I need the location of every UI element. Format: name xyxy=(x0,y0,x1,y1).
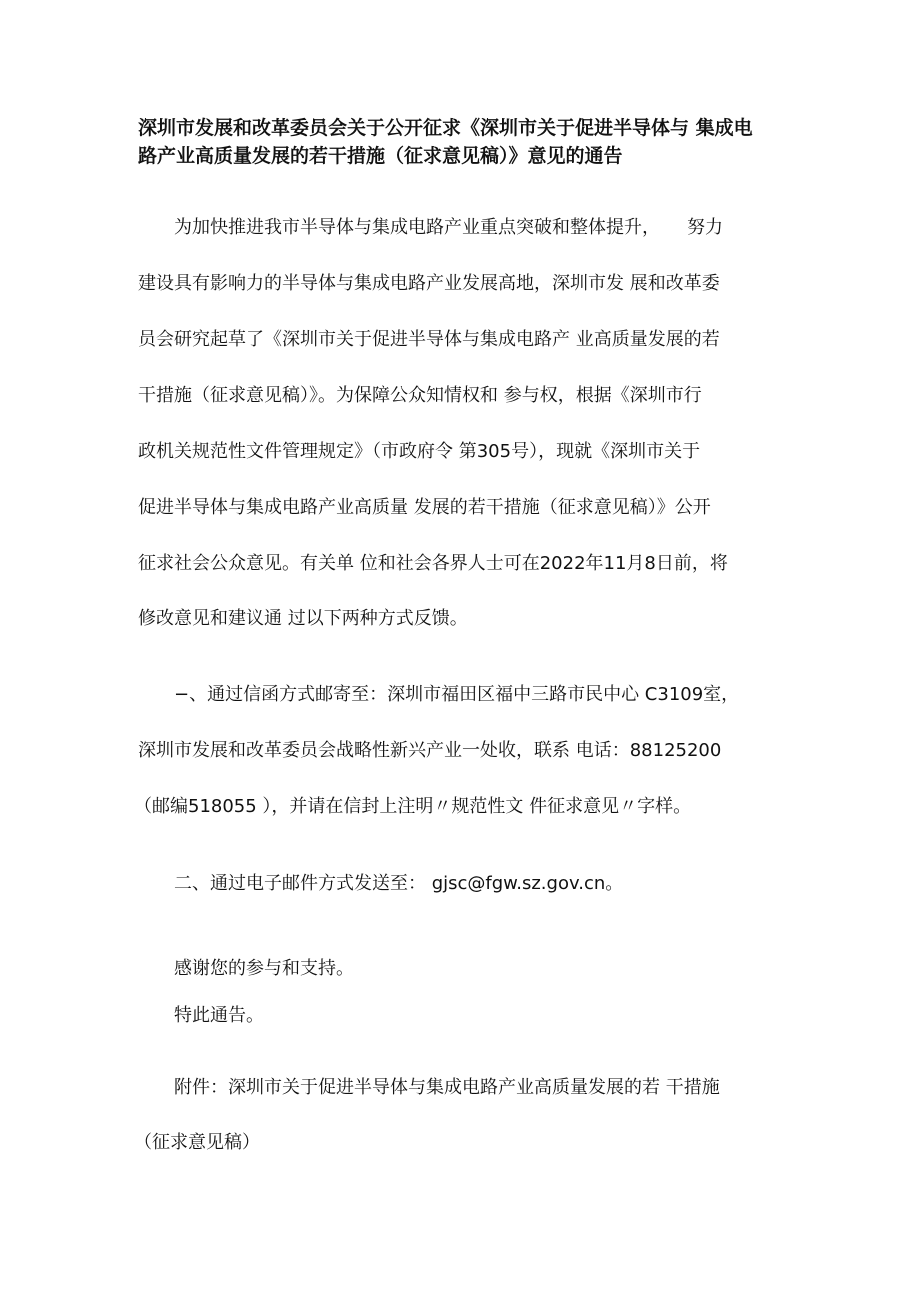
title-line-1: 深圳市发展和改革委员会关于公开征求《深圳市关于促进半导体与 集成电 xyxy=(138,117,753,139)
intro-line-3: 员会研究起草了《深圳市关于促进半导体与集成电路产 业高质量发展的若 xyxy=(138,329,720,350)
attachment-line-2: （征求意见稿） xyxy=(134,1132,260,1153)
method-one-line-3: （邮编518055 ），并请在信封上注明〃规范性文 件征求意见〃字样。 xyxy=(134,796,692,817)
intro-line-1: 为加快推进我市半导体与集成电路产业重点突破和整体提升， 努力 xyxy=(174,217,723,238)
intro-line-6: 促进半导体与集成电路产业高质量 发展的若干措施（征求意见稿）》公开 xyxy=(138,497,711,518)
notice-line: 特此通告。 xyxy=(174,1005,264,1026)
title-line-2: 路产业高质量发展的若干措施（征求意见稿）》意见的通告 xyxy=(138,145,623,167)
intro-line-4: 干措施（征求意见稿）》。为保障公众知情权和 参与权，根据《深圳市行 xyxy=(138,385,702,406)
intro-line-2: 建设具有影响力的半导体与集成电路产业发展高地，深圳市发 展和改革委 xyxy=(138,273,720,294)
method-one-line-1: −、通过信函方式邮寄至：深圳市福田区福中三路市民中心 C3109室， xyxy=(174,684,740,705)
attachment-line-1: 附件：深圳市关于促进半导体与集成电路产业高质量发展的若 干措施 xyxy=(174,1077,720,1098)
intro-line-8: 修改意见和建议通 过以下两种方式反馈。 xyxy=(138,608,468,629)
document-title xyxy=(138,114,788,170)
intro-line-7: 征求社会公众意见。有关单 位和社会各界人士可在2022年11月8日前，将 xyxy=(138,553,728,574)
intro-line-5: 政机关规范性文件管理规定》（市政府令 第305号），现就《深圳市关于 xyxy=(138,441,701,462)
method-one-line-2: 深圳市发展和改革委员会战略性新兴产业一处收，联系 电话：88125200 xyxy=(138,740,722,761)
method-two-line: 二、通过电子邮件方式发送至： gjsc@fgw.sz.gov.cn。 xyxy=(174,873,624,894)
thanks-line: 感谢您的参与和支持。 xyxy=(174,958,354,979)
